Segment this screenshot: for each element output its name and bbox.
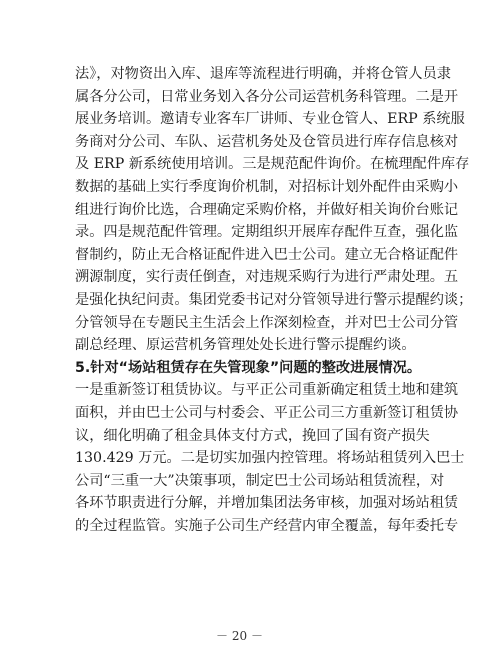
text-line: 溯源制度，实行责任倒查，对违规采购行为进行严肃处理。五: [75, 269, 459, 286]
section-heading: 5.针对“场站租赁存在失管现象”问题的整改进展情况。: [75, 359, 422, 376]
text-line: 各环节职责进行分解，并增加集团法务审核，加强对场站租赁: [75, 495, 459, 512]
text-line: 组进行询价比选，合理确定采购价格，并做好相关询价台账记: [75, 201, 459, 218]
body-text: [75, 63, 473, 537]
text-line: 面积，并由巴士公司与村委会、平正公司三方重新签订租赁协: [75, 404, 459, 421]
text-line: 督制约，防止无合格证配件进入巴士公司。建立无合格证配件: [75, 246, 459, 263]
text-line: 的全过程监管。实施子公司生产经营内审全覆盖，每年委托专: [75, 517, 459, 534]
text-line: 录。四是规范配件管理。定期组织开展库存配件互查，强化监: [75, 224, 459, 241]
text-line: 法》，对物资出入库、退库等流程进行明确，并将仓管人员隶: [75, 66, 451, 82]
text-line: 数据的基础上实行季度询价机制，对招标计划外配件由采购小: [75, 178, 459, 195]
text-line: 属各分公司，日常业务划入各分公司运营机务科管理。二是开: [75, 88, 459, 105]
text-line: 议，细化明确了租金具体支付方式，挽回了国有资产损失: [75, 427, 430, 444]
text-line: 展业务培训。邀请专业客车厂讲师、专业仓管人、ERP 系统服: [75, 111, 465, 128]
text-line: 分管领导在专题民主生活会上作深刻检查，并对巴士公司分管: [75, 314, 459, 331]
text-line: 务商对分公司、车队、运营机务处及仓管员进行库存信息核对: [75, 133, 459, 150]
text-line: 130.429 万元。二是切实加强内控管理。将场站租赁列入巴士: [75, 450, 465, 467]
text-line: 一是重新签订租赁协议。与平正公司重新确定租赁土地和建筑: [75, 382, 459, 399]
text-line: 是强化执纪问责。集团党委书记对分管领导进行警示提醒约谈；: [75, 291, 473, 308]
text-line: 及 ERP 新系统使用培训。三是规范配件询价。在梳理配件库存: [75, 156, 470, 173]
page-number: － 20 －: [216, 629, 263, 643]
text-line: 副总经理、原运营机务管理处处长进行警示提醒约谈。: [75, 337, 416, 354]
text-line: 公司“三重一大”决策事项，制定巴士公司场站租赁流程，对: [75, 472, 445, 489]
